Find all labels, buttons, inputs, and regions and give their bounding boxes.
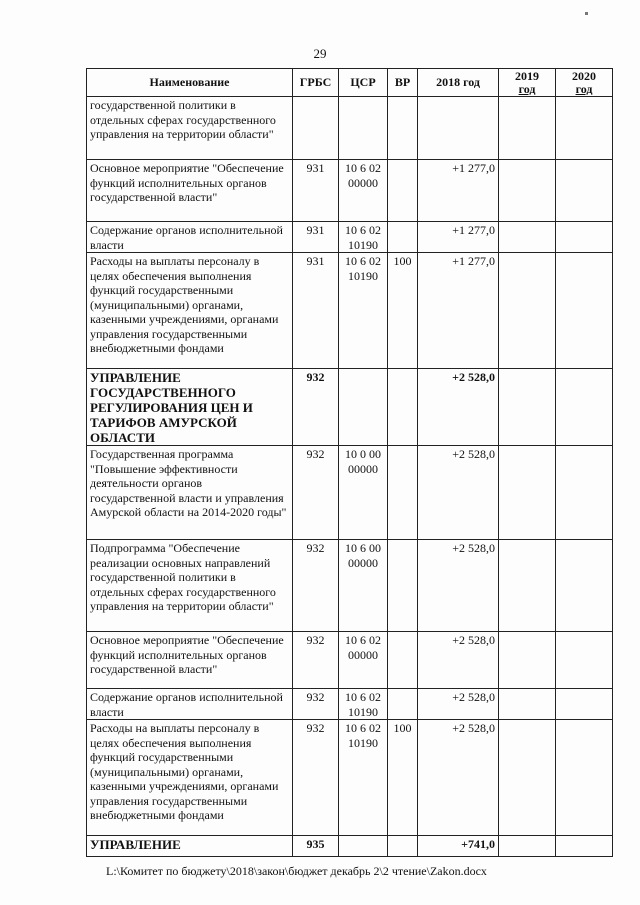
- cell-name: государственной политики в отдельных сферах государственного управления на территории области": [87, 97, 293, 160]
- cell-csr: 10 0 00 00000: [339, 446, 388, 540]
- cell-name: Расходы на выплаты персоналу в целях обеспечения выполнения функций государственными (муниципальными) органами, казенными учреждениями, органами управления государственными внебюджетными фондами: [87, 720, 293, 836]
- cell-vr: 100: [388, 253, 418, 369]
- cell-y2018: +1 277,0: [418, 253, 499, 369]
- cell-y2019: [499, 836, 556, 857]
- cell-grbs: 932: [293, 632, 339, 689]
- cell-y2018: +1 277,0: [418, 160, 499, 222]
- cell-grbs: 932: [293, 369, 339, 446]
- cell-y2018: +2 528,0: [418, 632, 499, 689]
- table-body: [87, 97, 613, 857]
- cell-csr: 10 6 02 10190: [339, 720, 388, 836]
- budget-table-wrapper: [86, 68, 612, 857]
- cell-y2018: +2 528,0: [418, 369, 499, 446]
- cell-y2020: [556, 836, 613, 857]
- budget-table: [86, 68, 613, 857]
- header-2019: [499, 69, 556, 97]
- cell-y2018: [418, 97, 499, 160]
- cell-y2018: +2 528,0: [418, 720, 499, 836]
- table-row: [87, 253, 613, 369]
- table-row: [87, 369, 613, 446]
- cell-vr: [388, 222, 418, 253]
- table-row: [87, 689, 613, 720]
- cell-name: Содержание органов исполнительной власти: [87, 222, 293, 253]
- cell-vr: 100: [388, 720, 418, 836]
- table-row: [87, 836, 613, 857]
- cell-csr: 10 6 02 00000: [339, 632, 388, 689]
- cell-name: Расходы на выплаты персоналу в целях обеспечения выполнения функций государственными (муниципальными) органами, казенными учреждениями, органами управления государственными внебюджетными фондами: [87, 253, 293, 369]
- table-row: [87, 540, 613, 632]
- cell-y2020: [556, 446, 613, 540]
- table-row: [87, 446, 613, 540]
- cell-csr: 10 6 02 10190: [339, 222, 388, 253]
- cell-y2018: +2 528,0: [418, 689, 499, 720]
- cell-y2018: +1 277,0: [418, 222, 499, 253]
- cell-y2020: [556, 222, 613, 253]
- cell-csr: 10 6 02 10190: [339, 689, 388, 720]
- cell-vr: [388, 836, 418, 857]
- cell-grbs: 935: [293, 836, 339, 857]
- cell-vr: [388, 160, 418, 222]
- cell-csr: 10 6 02 10190: [339, 253, 388, 369]
- cell-y2020: [556, 97, 613, 160]
- cell-y2020: [556, 632, 613, 689]
- scan-mark: [585, 12, 588, 15]
- cell-name: Содержание органов исполнительной власти: [87, 689, 293, 720]
- table-row: [87, 720, 613, 836]
- cell-vr: [388, 369, 418, 446]
- cell-y2018: +2 528,0: [418, 446, 499, 540]
- cell-name: Подпрограмма "Обеспечение реализации основных направлений государственной политики в отдельных сферах государственного управления на территории области": [87, 540, 293, 632]
- cell-y2020: [556, 253, 613, 369]
- cell-y2019: [499, 720, 556, 836]
- cell-y2019: [499, 253, 556, 369]
- cell-vr: [388, 689, 418, 720]
- cell-grbs: 932: [293, 720, 339, 836]
- cell-y2019: [499, 446, 556, 540]
- table-header-row: [87, 69, 613, 97]
- cell-y2020: [556, 720, 613, 836]
- cell-csr: 10 6 00 00000: [339, 540, 388, 632]
- cell-csr: 10 6 02 00000: [339, 160, 388, 222]
- cell-grbs: 932: [293, 446, 339, 540]
- cell-y2020: [556, 369, 613, 446]
- table-row: [87, 222, 613, 253]
- table-row: [87, 160, 613, 222]
- cell-y2020: [556, 689, 613, 720]
- header-name: Наименование: [87, 69, 293, 97]
- header-2019-god: год: [518, 82, 536, 96]
- table-row: [87, 632, 613, 689]
- cell-vr: [388, 632, 418, 689]
- cell-vr: [388, 446, 418, 540]
- cell-y2018: +2 528,0: [418, 540, 499, 632]
- cell-grbs: 931: [293, 222, 339, 253]
- cell-y2019: [499, 540, 556, 632]
- header-2018: 2018 год: [418, 69, 499, 97]
- cell-grbs: 932: [293, 689, 339, 720]
- cell-y2020: [556, 160, 613, 222]
- header-2019-year: 2019: [515, 69, 539, 83]
- header-csr: ЦСР: [339, 69, 388, 97]
- cell-grbs: 931: [293, 253, 339, 369]
- header-grbs: ГРБС: [293, 69, 339, 97]
- cell-csr: [339, 836, 388, 857]
- cell-vr: [388, 540, 418, 632]
- header-2020-god: год: [575, 82, 593, 96]
- cell-grbs: 931: [293, 160, 339, 222]
- cell-y2019: [499, 222, 556, 253]
- page-number: 29: [313, 46, 327, 61]
- header-2020-year: 2020: [572, 69, 596, 83]
- cell-y2020: [556, 540, 613, 632]
- footer-file-path: L:\Комитет по бюджету\2018\закон\бюджет декабрь 2\2 чтение\Zakon.docx: [106, 864, 487, 878]
- cell-csr: [339, 369, 388, 446]
- cell-name: Основное мероприятие "Обеспечение функций исполнительных органов государственной власти": [87, 632, 293, 689]
- cell-name: Основное мероприятие "Обеспечение функций исполнительных органов государственной власти": [87, 160, 293, 222]
- cell-y2018: +741,0: [418, 836, 499, 857]
- table-row: [87, 97, 613, 160]
- cell-csr: [339, 97, 388, 160]
- cell-grbs: [293, 97, 339, 160]
- cell-grbs: 932: [293, 540, 339, 632]
- cell-y2019: [499, 97, 556, 160]
- cell-y2019: [499, 160, 556, 222]
- header-vr: ВР: [388, 69, 418, 97]
- cell-name: УПРАВЛЕНИЕ ГОСУДАРСТВЕННОГО РЕГУЛИРОВАНИЯ ЦЕН И ТАРИФОВ АМУРСКОЙ ОБЛАСТИ: [87, 369, 293, 446]
- cell-name: УПРАВЛЕНИЕ: [87, 836, 293, 857]
- header-2020: [556, 69, 613, 97]
- cell-y2019: [499, 369, 556, 446]
- cell-y2019: [499, 689, 556, 720]
- cell-name: Государственная программа "Повышение эффективности деятельности органов государственной власти и управления Амурской области на 2014-2020 годы": [87, 446, 293, 540]
- cell-y2019: [499, 632, 556, 689]
- cell-vr: [388, 97, 418, 160]
